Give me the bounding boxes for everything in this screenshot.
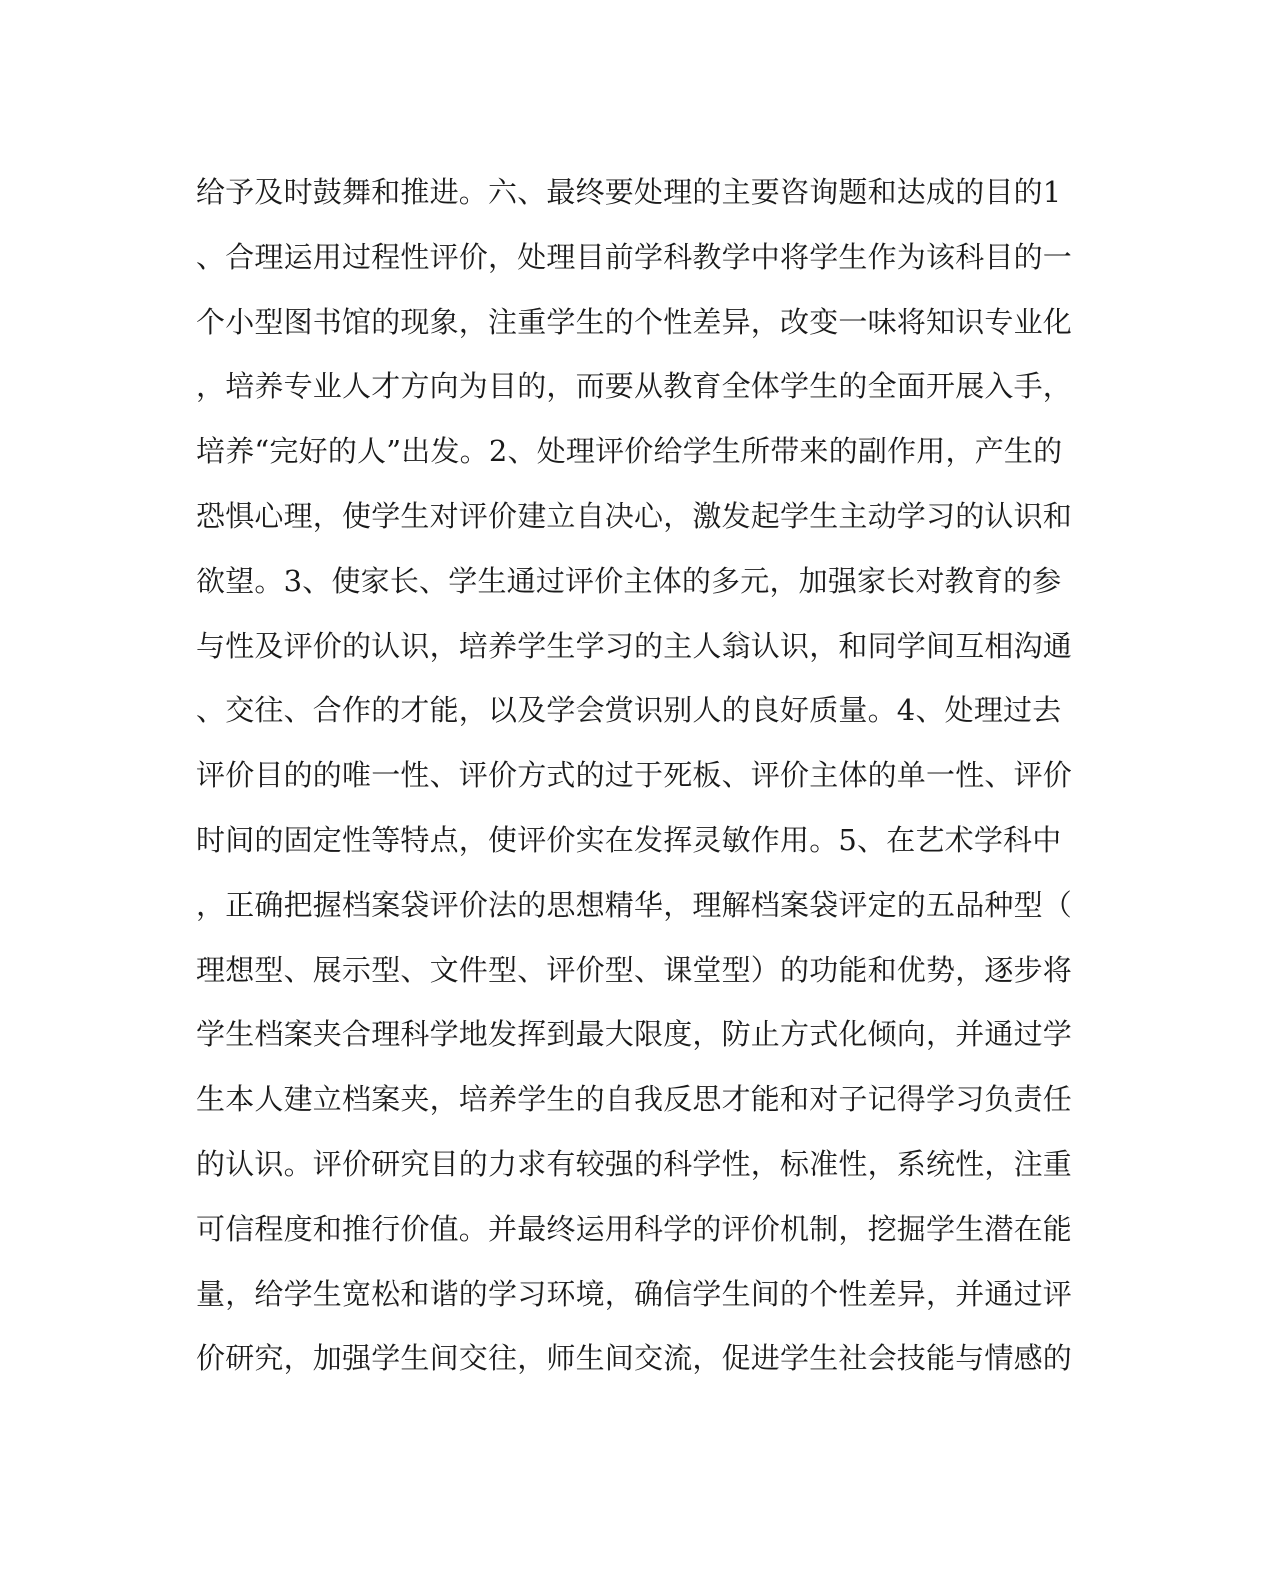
text-line-6: 恐惧心理，使学生对评价建立自决心，激发起学生主动学习的认识和 [196,498,1073,533]
text-line-9: 、交往、合作的才能，以及学会赏识别人的良好质量。4、处理过去 [196,693,1062,728]
text-line-13: 理想型、展示型、文件型、评价型、课堂型）的功能和优势，逐步将 [196,952,1073,987]
text-line-15: 生本人建立档案夹，培养学生的自我反思才能和对子记得学习负责任 [196,1082,1073,1117]
text-line-17: 可信程度和推行价值。并最终运用科学的评价机制，挖掘学生潜在能 [196,1211,1073,1246]
text-line-12: ，正确把握档案袋评价法的思想精华，理解档案袋评定的五品种型（ [196,887,1073,922]
text-line-3: 个小型图书馆的现象，注重学生的个性差异，改变一味将知识专业化 [196,304,1073,339]
text-line-4: ，培养专业人才方向为目的，而要从教育全体学生的全面开展入手， [196,369,1073,404]
text-line-11: 时间的固定性等特点，使评价实在发挥灵敏作用。5、在艺术学科中 [196,822,1062,857]
text-line-8: 与性及评价的认识，培养学生学习的主人翁认识，和同学间互相沟通 [196,628,1073,663]
text-line-10: 评价目的的唯一性、评价方式的过于死板、评价主体的单一性、评价 [196,758,1073,793]
text-line-5: 培养“完好的人”出发。2、处理评价给学生所带来的副作用，产生的 [196,434,1063,469]
text-line-16: 的认识。评价研究目的力求有较强的科学性，标准性，系统性，注重 [196,1146,1073,1181]
text-line-2: 、合理运用过程性评价，处理目前学科教学中将学生作为该科目的一 [196,239,1073,274]
text-line-7: 欲望。3、使家长、学生通过评价主体的多元，加强家长对教育的参 [196,563,1062,598]
text-line-14: 学生档案夹合理科学地发挥到最大限度，防止方式化倾向，并通过学 [196,1017,1073,1052]
body-text [196,160,1076,1391]
text-line-19: 价研究，加强学生间交往，师生间交流，促进学生社会技能与情感的 [196,1341,1073,1376]
text-line-18: 量，给学生宽松和谐的学习环境，确信学生间的个性差异，并通过评 [196,1276,1073,1311]
text-line-1: 给予及时鼓舞和推进。六、最终要处理的主要咨询题和达成的目的1 [196,175,1062,209]
